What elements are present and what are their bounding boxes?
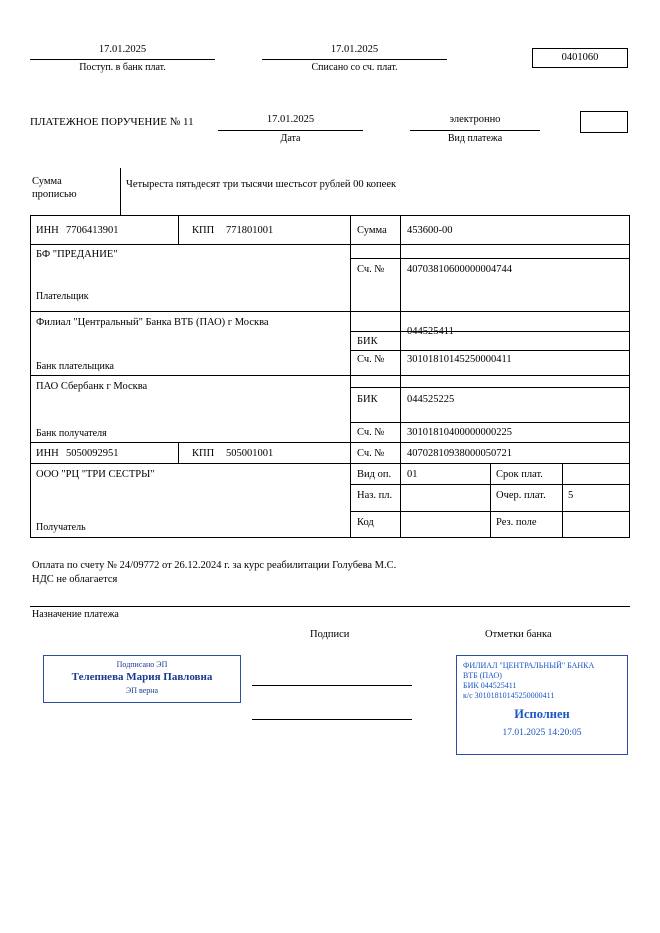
- payer-account-row-top-border: [350, 258, 630, 259]
- payee-name: ООО "РЦ "ТРИ СЕСТРЫ": [36, 469, 155, 480]
- amount-col-right-border: [400, 215, 401, 537]
- payee-bank-caption: Банк получателя: [36, 428, 107, 439]
- payer-inn-label: ИНН: [36, 225, 59, 236]
- inn-row-bottom-border: [30, 244, 350, 245]
- amount-words-divider: [120, 168, 121, 215]
- signature-line-2: [252, 718, 412, 720]
- date-in-bank-field: [30, 44, 215, 60]
- bank-execution-stamp: [456, 655, 628, 755]
- date-in-bank-value: 17.01.2025: [98, 44, 147, 55]
- payee-caption: Получатель: [36, 522, 86, 533]
- date-written-off-field: [262, 44, 447, 60]
- payee-bank-acc-top-border: [350, 422, 630, 423]
- payee-inn-label: ИНН: [36, 448, 59, 459]
- purpose-line2: НДС не облагается: [32, 574, 118, 585]
- bank-stamp-line3: БИК 044525411: [463, 681, 517, 690]
- payer-bank-account-value: 30101810145250000411: [407, 354, 512, 365]
- payer-account-row-bottom-border: [350, 311, 630, 312]
- signature-stamp-name: Телепнева Мария Павловна: [71, 671, 213, 683]
- signature-line-1: [252, 684, 412, 686]
- payer-bank-bik-value: 044525411: [407, 326, 454, 337]
- payer-account-label: Сч. №: [357, 264, 385, 275]
- term-label: Срок плат.: [496, 469, 543, 480]
- main-grid-bottom-border: [30, 537, 630, 538]
- signature-stamp-line1: Подписано ЭП: [116, 660, 168, 669]
- payer-caption-underline: [30, 311, 350, 312]
- bank-stamp-line1: ФИЛИАЛ "ЦЕНТРАЛЬНЫЙ" БАНКА: [463, 661, 595, 670]
- payer-account-value: 40703810600000004744: [407, 264, 512, 275]
- purpose-line1: Оплата по счету № 24/09772 от 26.12.2024 г. за курс реабилитации Голубева М.С.: [32, 560, 397, 571]
- amount-words-label-line2: прописью: [32, 189, 77, 201]
- payer-bank-account-label: Сч. №: [357, 354, 385, 365]
- form-code-box: [532, 48, 628, 68]
- op-kind-value: 01: [407, 469, 418, 480]
- date-written-off-caption: Списано со сч. плат.: [311, 62, 398, 73]
- payment-kind-caption: Вид платежа: [447, 133, 503, 144]
- payee-bank-bik-label: БИК: [357, 394, 378, 405]
- purpose-underline: [30, 606, 630, 607]
- amount-label: Сумма: [357, 225, 387, 236]
- signatures-caption: Подписи: [310, 629, 350, 640]
- amount-value: 453600-00: [407, 225, 453, 236]
- document-date-caption: Дата: [280, 133, 301, 144]
- main-grid-top-border: [30, 215, 630, 216]
- payee-inn-kpp-divider: [178, 442, 179, 463]
- payee-bank-acc-bottom-border: [350, 442, 630, 443]
- payer-kpp-value: 771801001: [226, 225, 274, 236]
- date-written-off-value: 17.01.2025: [330, 44, 379, 55]
- payee-bank-bik-value: 044525225: [407, 394, 455, 405]
- payment-kind-field: [410, 114, 540, 131]
- details-col-490-border: [490, 463, 491, 537]
- amount-words-value: Четыреста пятьдесят три тысячи шестьсот рублей 00 копеек: [126, 179, 397, 190]
- payee-account-value: 40702810938000050721: [407, 448, 512, 459]
- date-in-bank-caption: Поступ. в банк плат.: [79, 62, 166, 73]
- payee-kpp-label: КПП: [192, 448, 215, 459]
- electronic-signature-stamp: [43, 655, 241, 703]
- payee-inn-row-bottom-border: [30, 463, 350, 464]
- payee-bank-account-value: 30101810400000000225: [407, 427, 512, 438]
- payee-bank-account-label: Сч. №: [357, 427, 385, 438]
- op-kind-label: Вид оп.: [357, 469, 392, 480]
- bank-stamp-line4: к/с 30101810145250000411: [463, 691, 555, 700]
- details-col-562-border: [562, 463, 563, 537]
- payment-kind-code-box: [580, 111, 628, 133]
- queue-value: 5: [568, 490, 574, 501]
- payee-bank-caption-underline: [30, 442, 350, 443]
- payee-inn-value: 5050092951: [66, 448, 119, 459]
- amount-words-label-line1: Сумма: [32, 176, 62, 187]
- payee-kpp-value: 505001001: [226, 448, 274, 459]
- purpose-code-label: Наз. пл.: [357, 490, 393, 501]
- inn-kpp-divider: [178, 215, 179, 244]
- payer-bank-acc-top-border: [350, 350, 630, 351]
- payer-inn-value: 7706413901: [66, 225, 119, 236]
- purpose-caption: Назначение платежа: [32, 609, 119, 620]
- signature-stamp-line3: ЭП верна: [125, 686, 159, 695]
- code-label: Код: [357, 517, 374, 528]
- payer-bank-bik-label: БИК: [357, 336, 378, 347]
- payee-account-label: Сч. №: [357, 448, 385, 459]
- payer-bank-caption-underline: [30, 375, 350, 376]
- payer-bank-caption: Банк плательщика: [36, 361, 114, 372]
- reserve-label: Рез. поле: [496, 517, 537, 528]
- amount-words-label: [32, 175, 117, 201]
- payer-caption: Плательщик: [36, 291, 89, 302]
- amount-col-left-border: [350, 215, 351, 537]
- bank-stamp-timestamp: 17.01.2025 14:20:05: [502, 728, 582, 738]
- payer-name: БФ "ПРЕДАНИЕ": [36, 249, 118, 260]
- bank-stamp-status: Исполнен: [514, 707, 570, 721]
- payer-kpp-label: КПП: [192, 225, 215, 236]
- payer-bank-bik-top-border: [350, 331, 630, 332]
- payee-bank-bik-top-border: [350, 387, 630, 388]
- main-grid-right-border: [629, 215, 630, 537]
- payee-bank-name: ПАО Сбербанк г Москва: [36, 381, 148, 392]
- amount-row-bottom-border: [350, 244, 630, 245]
- document-date-value: 17.01.2025: [266, 114, 315, 125]
- bank-stamp-line2: ВТБ (ПАО): [463, 671, 502, 680]
- queue-label: Очер. плат.: [496, 490, 546, 501]
- payment-kind-value: электронно: [449, 114, 501, 125]
- page-title: ПЛАТЕЖНОЕ ПОРУЧЕНИЕ № 11: [30, 116, 194, 128]
- payer-bank-acc-bottom-border: [350, 375, 630, 376]
- form-code-value: 0401060: [561, 52, 599, 63]
- payer-bank-name: Филиал "Центральный" Банка ВТБ (ПАО) г Москва: [36, 317, 269, 328]
- bank-marks-caption: Отметки банка: [485, 629, 552, 640]
- document-date-field: [218, 114, 363, 131]
- main-grid-left-border: [30, 215, 31, 537]
